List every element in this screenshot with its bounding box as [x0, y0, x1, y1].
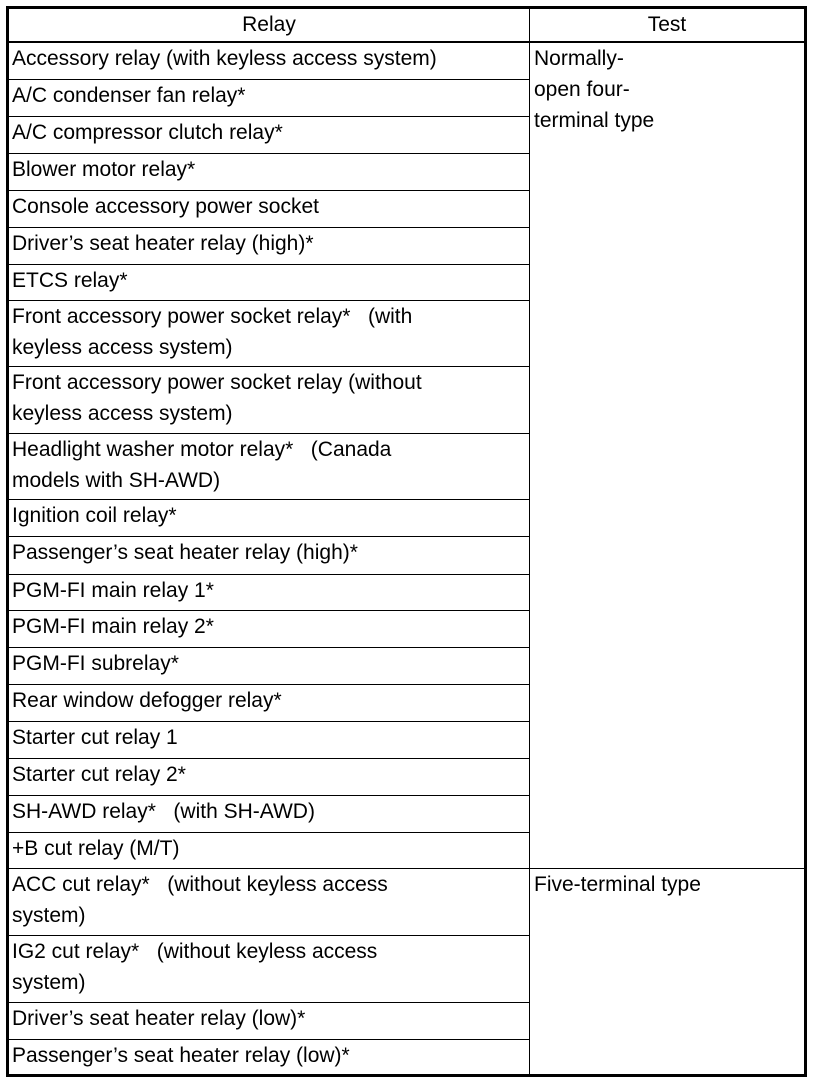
- relay-name-line: keyless access system): [12, 402, 233, 425]
- relay-cell: [8, 575, 530, 611]
- relay-name-line: PGM-FI main relay 2*: [12, 615, 214, 638]
- relay-cell: [8, 1003, 530, 1040]
- relay-name-line: Passenger’s seat heater relay (low)*: [12, 1044, 350, 1067]
- relay-cell: [8, 191, 530, 228]
- relay-name-line: Headlight washer motor relay* (Canada: [12, 438, 392, 461]
- relay-name-line: Console accessory power socket: [12, 195, 319, 218]
- relay-cell: [8, 500, 530, 537]
- relay-cell: [8, 301, 530, 367]
- relay-cell: [8, 833, 530, 869]
- relay-name-line: Blower motor relay*: [12, 158, 196, 181]
- relay-cell: [8, 434, 530, 500]
- relay-cell: [8, 796, 530, 833]
- relay-cell: [8, 80, 530, 117]
- relay-name-line: Accessory relay (with keyless access system): [12, 46, 437, 70]
- test-type-cell: [530, 869, 806, 1076]
- relay-test-table: [6, 6, 807, 1077]
- relay-name-line: Passenger’s seat heater relay (high)*: [12, 541, 358, 564]
- relay-name-line: ETCS relay*: [12, 269, 128, 292]
- relay-name-line: keyless access system): [12, 336, 233, 359]
- table-row: [8, 42, 806, 80]
- relay-cell: [8, 265, 530, 301]
- header-test: Test: [530, 8, 806, 42]
- relay-cell: [8, 759, 530, 796]
- relay-name-line: ACC cut relay* (without keyless access: [12, 873, 388, 896]
- relay-name-line: models with SH-AWD): [12, 469, 221, 492]
- relay-name-line: Driver’s seat heater relay (low)*: [12, 1007, 306, 1030]
- relay-name-line: Ignition coil relay*: [12, 504, 177, 527]
- relay-name-line: Starter cut relay 2*: [12, 763, 186, 786]
- relay-name-line: PGM-FI subrelay*: [12, 652, 179, 675]
- relay-cell: [8, 42, 530, 80]
- header-row: [8, 8, 806, 42]
- relay-name-line: Rear window defogger relay*: [12, 689, 282, 712]
- relay-name-line: PGM-FI main relay 1*: [12, 579, 214, 602]
- test-type-line: open four-: [534, 77, 630, 101]
- test-type-line: terminal type: [534, 108, 655, 132]
- table-row: [8, 869, 806, 936]
- relay-name-line: Front accessory power socket relay (without: [12, 371, 422, 394]
- relay-cell: [8, 154, 530, 191]
- relay-name-line: Front accessory power socket relay* (with: [12, 305, 413, 328]
- relay-cell: [8, 869, 530, 936]
- relay-name-line: system): [12, 971, 86, 994]
- relay-cell: [8, 685, 530, 722]
- relay-cell: [8, 722, 530, 759]
- relay-name-line: Starter cut relay 1: [12, 726, 178, 749]
- relay-name-line: IG2 cut relay* (without keyless access: [12, 940, 378, 963]
- relay-name-line: SH-AWD relay* (with SH-AWD): [12, 800, 315, 823]
- relay-name-line: Driver’s seat heater relay (high)*: [12, 232, 314, 255]
- relay-name-line: A/C compressor clutch relay*: [12, 121, 283, 144]
- test-type-line: Five-terminal type: [534, 873, 701, 896]
- relay-cell: [8, 117, 530, 154]
- header-relay: Relay: [8, 8, 530, 42]
- relay-cell: [8, 1040, 530, 1076]
- relay-cell: [8, 936, 530, 1003]
- relay-cell: [8, 648, 530, 685]
- relay-cell: [8, 228, 530, 265]
- relay-cell: [8, 611, 530, 648]
- relay-name-line: A/C condenser fan relay*: [12, 84, 246, 107]
- relay-cell: [8, 537, 530, 575]
- relay-name-line: +B cut relay (M/T): [12, 837, 180, 860]
- relay-cell: [8, 367, 530, 434]
- test-type-line: Normally-: [534, 46, 624, 70]
- test-type-cell: [530, 42, 806, 869]
- relay-name-line: system): [12, 904, 86, 927]
